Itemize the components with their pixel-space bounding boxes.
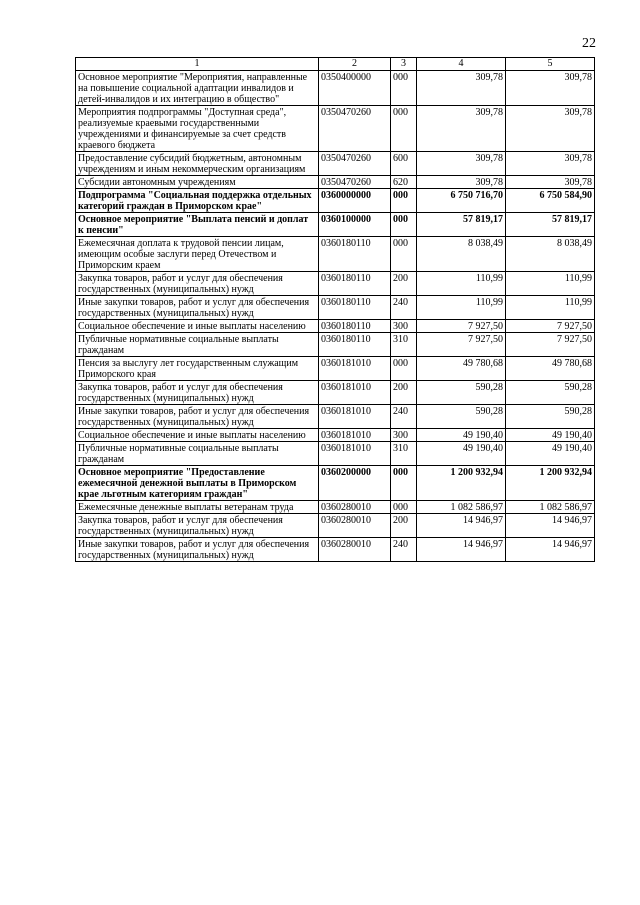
row-amount-1-cell: 14 946,97: [417, 538, 506, 562]
row-amount-2-cell: 49 780,68: [506, 357, 595, 381]
row-amount-1-cell: 49 190,40: [417, 429, 506, 442]
row-amount-1-cell: 590,28: [417, 381, 506, 405]
row-amount-1-cell: 57 819,17: [417, 213, 506, 237]
table-row: [76, 381, 595, 405]
table-row: [76, 296, 595, 320]
row-amount-2-cell: 309,78: [506, 176, 595, 189]
row-amount-2-cell: 14 946,97: [506, 514, 595, 538]
row-code-cell: 0360181010: [319, 381, 391, 405]
row-name-cell: Пенсия за выслугу лет государственным служащим Приморского края: [76, 357, 319, 381]
row-amount-2-cell: 57 819,17: [506, 213, 595, 237]
row-amount-2-cell: 309,78: [506, 106, 595, 152]
table-header-row: [76, 58, 595, 71]
row-amount-1-cell: 7 927,50: [417, 333, 506, 357]
row-code-cell: 0360181010: [319, 442, 391, 466]
row-expense-type-cell: 300: [391, 320, 417, 333]
table-row: [76, 106, 595, 152]
table-row: [76, 152, 595, 176]
row-amount-2-cell: 7 927,50: [506, 333, 595, 357]
column-header-code: 2: [319, 58, 391, 71]
row-amount-2-cell: 7 927,50: [506, 320, 595, 333]
row-expense-type-cell: 000: [391, 71, 417, 106]
row-amount-2-cell: 110,99: [506, 272, 595, 296]
row-name-cell: Закупка товаров, работ и услуг для обеспечения государственных (муниципальных) нужд: [76, 514, 319, 538]
row-amount-1-cell: 1 200 932,94: [417, 466, 506, 501]
table-row: [76, 442, 595, 466]
row-code-cell: 0360180110: [319, 333, 391, 357]
row-name-cell: Основное мероприятие "Выплата пенсий и доплат к пенсии": [76, 213, 319, 237]
table-row: [76, 514, 595, 538]
row-expense-type-cell: 200: [391, 381, 417, 405]
row-amount-1-cell: 590,28: [417, 405, 506, 429]
row-name-cell: Ежемесячная доплата к трудовой пенсии лицам, имеющим особые заслуги перед Отечеством и Приморским краем: [76, 237, 319, 272]
row-expense-type-cell: 600: [391, 152, 417, 176]
row-expense-type-cell: 000: [391, 466, 417, 501]
table-row: [76, 405, 595, 429]
row-expense-type-cell: 000: [391, 189, 417, 213]
row-amount-2-cell: 49 190,40: [506, 442, 595, 466]
table-row: [76, 466, 595, 501]
row-expense-type-cell: 310: [391, 442, 417, 466]
table-row: [76, 237, 595, 272]
page-number: 22: [582, 36, 596, 51]
row-amount-2-cell: 110,99: [506, 296, 595, 320]
row-name-cell: Ежемесячные денежные выплаты ветеранам труда: [76, 501, 319, 514]
table-row: [76, 357, 595, 381]
row-expense-type-cell: 000: [391, 213, 417, 237]
row-amount-1-cell: 49 190,40: [417, 442, 506, 466]
row-expense-type-cell: 000: [391, 501, 417, 514]
row-code-cell: 0350400000: [319, 71, 391, 106]
row-name-cell: Подпрограмма "Социальная поддержка отдельных категорий граждан в Приморском крае": [76, 189, 319, 213]
row-amount-1-cell: 7 927,50: [417, 320, 506, 333]
row-code-cell: 0350470260: [319, 176, 391, 189]
row-name-cell: Иные закупки товаров, работ и услуг для обеспечения государственных (муниципальных) нужд: [76, 296, 319, 320]
row-amount-1-cell: 110,99: [417, 272, 506, 296]
row-name-cell: Публичные нормативные социальные выплаты гражданам: [76, 333, 319, 357]
row-amount-2-cell: 590,28: [506, 405, 595, 429]
row-amount-2-cell: 1 200 932,94: [506, 466, 595, 501]
column-header-name: 1: [76, 58, 319, 71]
row-code-cell: 0360000000: [319, 189, 391, 213]
row-expense-type-cell: 310: [391, 333, 417, 357]
table-body: [76, 71, 595, 562]
row-expense-type-cell: 240: [391, 538, 417, 562]
row-name-cell: Закупка товаров, работ и услуг для обеспечения государственных (муниципальных) нужд: [76, 272, 319, 296]
row-code-cell: 0360180110: [319, 296, 391, 320]
row-expense-type-cell: 200: [391, 272, 417, 296]
row-amount-2-cell: 309,78: [506, 152, 595, 176]
row-amount-1-cell: 8 038,49: [417, 237, 506, 272]
table-row: [76, 538, 595, 562]
row-name-cell: Социальное обеспечение и иные выплаты населению: [76, 429, 319, 442]
row-name-cell: Предоставление субсидий бюджетным, автономным учреждениям и иным некоммерческим организациям: [76, 152, 319, 176]
row-name-cell: Иные закупки товаров, работ и услуг для обеспечения государственных (муниципальных) нужд: [76, 538, 319, 562]
row-amount-2-cell: 590,28: [506, 381, 595, 405]
row-name-cell: Закупка товаров, работ и услуг для обеспечения государственных (муниципальных) нужд: [76, 381, 319, 405]
row-name-cell: Субсидии автономным учреждениям: [76, 176, 319, 189]
row-amount-1-cell: 6 750 716,70: [417, 189, 506, 213]
row-code-cell: 0360181010: [319, 405, 391, 429]
row-expense-type-cell: 240: [391, 296, 417, 320]
row-amount-1-cell: 49 780,68: [417, 357, 506, 381]
row-amount-2-cell: 14 946,97: [506, 538, 595, 562]
row-name-cell: Публичные нормативные социальные выплаты гражданам: [76, 442, 319, 466]
row-amount-1-cell: 309,78: [417, 71, 506, 106]
row-amount-2-cell: 1 082 586,97: [506, 501, 595, 514]
row-name-cell: Иные закупки товаров, работ и услуг для обеспечения государственных (муниципальных) нужд: [76, 405, 319, 429]
table-row: [76, 429, 595, 442]
table-row: [76, 272, 595, 296]
table-row: [76, 189, 595, 213]
row-code-cell: 0350470260: [319, 152, 391, 176]
row-code-cell: 0350470260: [319, 106, 391, 152]
row-amount-1-cell: 14 946,97: [417, 514, 506, 538]
table-row: [76, 71, 595, 106]
row-code-cell: 0360181010: [319, 429, 391, 442]
row-expense-type-cell: 000: [391, 237, 417, 272]
row-name-cell: Основное мероприятие "Предоставление ежемесячной денежной выплаты в Приморском крае льготным категориям граждан": [76, 466, 319, 501]
row-code-cell: 0360180110: [319, 320, 391, 333]
row-name-cell: Основное мероприятие "Мероприятия, направленные на повышение социальной адаптации инвалидов и детей-инвалидов и их интеграцию в общество": [76, 71, 319, 106]
row-amount-1-cell: 309,78: [417, 106, 506, 152]
row-expense-type-cell: 620: [391, 176, 417, 189]
row-amount-2-cell: 309,78: [506, 71, 595, 106]
table-row: [76, 176, 595, 189]
column-header-expense-type: 3: [391, 58, 417, 71]
table-row: [76, 333, 595, 357]
row-code-cell: 0360280010: [319, 538, 391, 562]
table-row: [76, 320, 595, 333]
row-amount-1-cell: 1 082 586,97: [417, 501, 506, 514]
column-header-amount-1: 4: [417, 58, 506, 71]
row-code-cell: 0360180110: [319, 272, 391, 296]
row-code-cell: 0360100000: [319, 213, 391, 237]
row-code-cell: 0360200000: [319, 466, 391, 501]
row-amount-2-cell: 49 190,40: [506, 429, 595, 442]
row-expense-type-cell: 240: [391, 405, 417, 429]
column-header-amount-2: 5: [506, 58, 595, 71]
row-code-cell: 0360181010: [319, 357, 391, 381]
row-amount-2-cell: 8 038,49: [506, 237, 595, 272]
row-code-cell: 0360180110: [319, 237, 391, 272]
row-expense-type-cell: 000: [391, 106, 417, 152]
row-code-cell: 0360280010: [319, 514, 391, 538]
table-row: [76, 213, 595, 237]
row-expense-type-cell: 200: [391, 514, 417, 538]
row-amount-1-cell: 309,78: [417, 176, 506, 189]
row-amount-1-cell: 309,78: [417, 152, 506, 176]
row-amount-1-cell: 110,99: [417, 296, 506, 320]
row-expense-type-cell: 300: [391, 429, 417, 442]
row-expense-type-cell: 000: [391, 357, 417, 381]
row-code-cell: 0360280010: [319, 501, 391, 514]
row-name-cell: Социальное обеспечение и иные выплаты населению: [76, 320, 319, 333]
budget-table: [75, 57, 595, 562]
row-name-cell: Мероприятия подпрограммы "Доступная среда", реализуемые краевыми государственными учреждениями и финансируемые за счет средств краевого бюджета: [76, 106, 319, 152]
row-amount-2-cell: 6 750 584,90: [506, 189, 595, 213]
table-row: [76, 501, 595, 514]
